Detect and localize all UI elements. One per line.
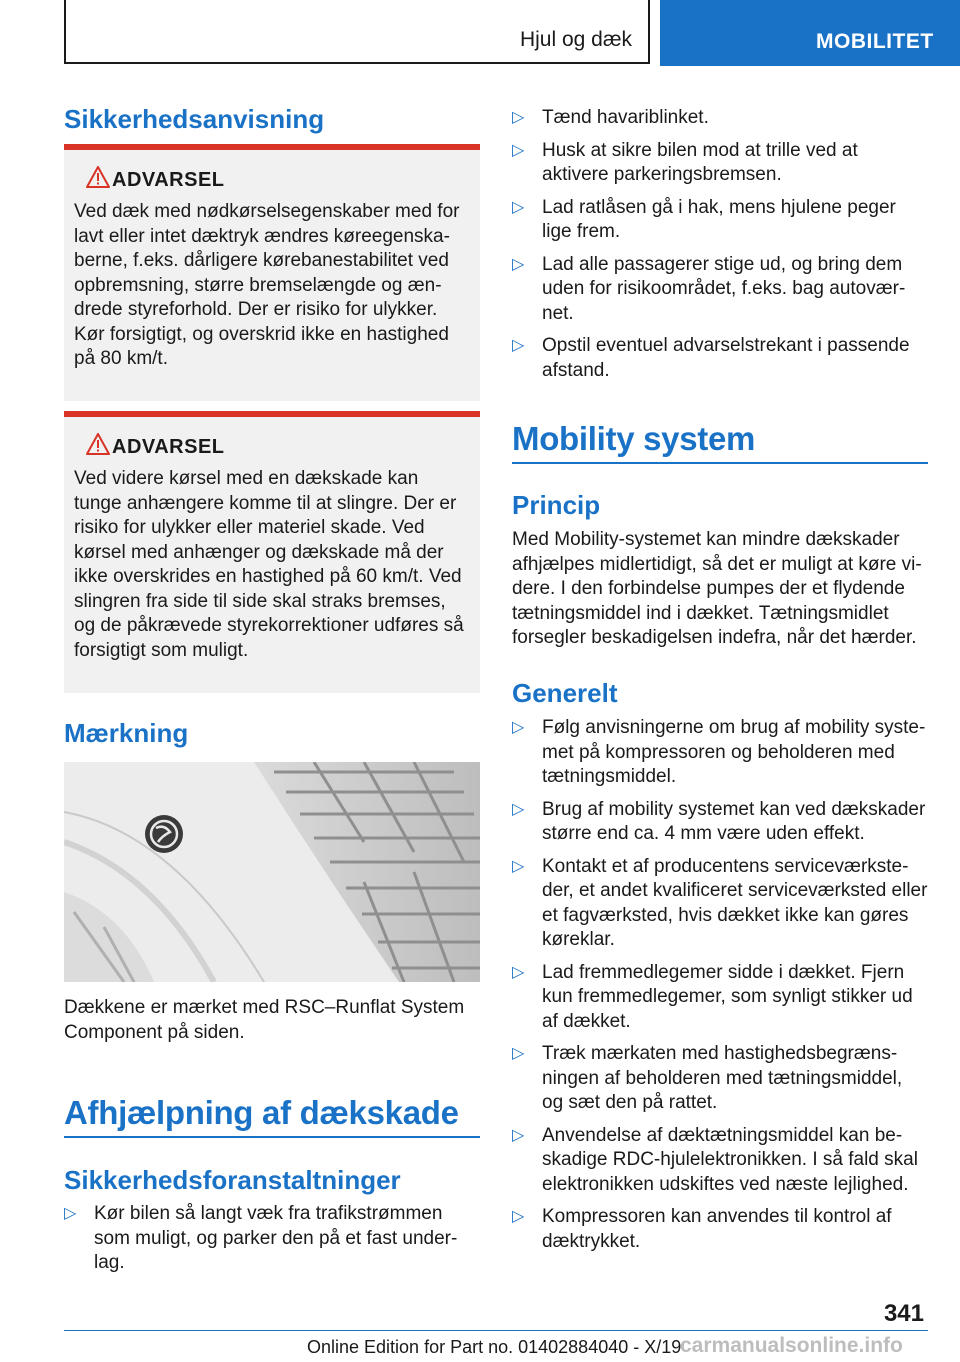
list-item: ▷ Følg anvisningerne om brug af mobility systemet på kompressoren og beholderen med tætningsmiddel. bbox=[512, 717, 926, 787]
section-title: Hjul og dæk bbox=[519, 28, 632, 51]
list-item: ▷ Anvendelse af dæktætningsmiddel kan beskadige RDC-hjulelektronikken. I så fald skal elektronikken udskiftes ved næste lejlighed. bbox=[512, 1124, 918, 1195]
warning-triangle-icon bbox=[86, 166, 110, 188]
list-item: ▷ Lad ratlåsen gå i hak, mens hjulene peger lige frem. bbox=[512, 196, 896, 242]
watermark: carmanualsonline.info bbox=[680, 1334, 903, 1357]
safety-heading: Sikkerhedsanvisning bbox=[64, 104, 325, 134]
list-item: ▷ Lad alle passagerer stige ud, og bring dem uden for risikoområdet, f.eks. bag autoværnet. bbox=[512, 253, 906, 324]
triangle-bullet-icon: ▷ bbox=[512, 800, 525, 818]
triangle-bullet-icon: ▷ bbox=[512, 1208, 525, 1225]
list-item: ▷ Kontakt et af producentens serviceværksteder, et andet kvalificeret serviceværksted eller et fagværksted, hvis dækket ikke kan gøres køreklar. bbox=[512, 855, 928, 950]
principle-heading: Princip bbox=[512, 490, 601, 520]
list-item: ▷ Opstil eventuel advarselstrekant i passende afstand. bbox=[512, 335, 910, 381]
repair-heading: Afhjælpning af dækskade bbox=[64, 1094, 459, 1131]
list-item: ▷ Lad fremmedlegemer sidde i dækket. Fjern kun fremmedlegemer, som synligt stikker ud af dækket. bbox=[512, 961, 913, 1032]
marking-text: Dækkene er mærket med RSC–Runflat System Component på siden. bbox=[64, 997, 465, 1043]
edition-text: Online Edition for Part no. 01402884040 - X/19 bbox=[307, 1337, 682, 1357]
warning-title: ADVARSEL bbox=[112, 169, 225, 191]
mobility-heading: Mobility system bbox=[512, 420, 756, 457]
list-item: ▷ Brug af mobility systemet kan ved dækskader større end ca. 4 mm være uden effekt. bbox=[512, 798, 926, 844]
tire-illustration bbox=[64, 762, 480, 982]
heading-rule bbox=[64, 1136, 480, 1138]
footer-rule bbox=[64, 1330, 928, 1331]
triangle-bullet-icon: ▷ bbox=[512, 963, 525, 981]
triangle-bullet-icon: ▷ bbox=[512, 1126, 525, 1144]
warning-title: ADVARSEL bbox=[112, 436, 225, 458]
precautions-heading: Sikkerhedsforanstaltninger bbox=[64, 1165, 401, 1195]
triangle-bullet-icon: ▷ bbox=[64, 1205, 77, 1222]
triangle-bullet-icon: ▷ bbox=[512, 141, 525, 159]
triangle-bullet-icon: ▷ bbox=[512, 337, 525, 354]
list-item: ▷ Tænd havariblinket. bbox=[512, 106, 928, 131]
general-heading: Generelt bbox=[512, 678, 618, 708]
triangle-bullet-icon: ▷ bbox=[512, 109, 525, 126]
list-item: ▷ Husk at sikre bilen mod at trille ved at aktivere parkeringsbremsen. bbox=[512, 139, 858, 185]
chapter-title: MOBILITET bbox=[816, 30, 934, 53]
warning-triangle-icon bbox=[86, 433, 110, 455]
general-list bbox=[512, 716, 928, 1254]
triangle-bullet-icon: ▷ bbox=[512, 857, 525, 875]
triangle-bullet-icon: ▷ bbox=[512, 198, 525, 216]
warning-text: Ved videre kørsel med en dækskade kan tunge anhængere komme til at slingre. Der er risiko for ulykker eller materiel skade. Ved kørsel med anhænger og dækskade må der ikke overskrides en hastighed på 60 km/t. Ved slingren fra side til side skal straks bremses, og de påkrævede styrekorrektioner udføres så forsigtigt som muligt. bbox=[74, 468, 464, 661]
principle-text: Med Mobility-systemet kan mindre dækskader afhjælpes midlertidigt, så det er muligt at køre videre. I den forbindelse pumpes der et flydende tætningsmiddel ind i dækket. Tætningsmidlet forsegler beskadigelsen indefra, når det hærder. bbox=[512, 529, 922, 648]
triangle-bullet-icon: ▷ bbox=[512, 1045, 525, 1062]
header-section-box bbox=[64, 0, 650, 64]
marking-heading: Mærkning bbox=[64, 718, 189, 748]
list-item: ▷ Kompressoren kan anvendes til kontrol af dæktrykket. bbox=[512, 1206, 892, 1252]
steps-list bbox=[512, 106, 928, 383]
chapter-tab bbox=[660, 0, 960, 66]
list-item: ▷ Træk mærkaten med hastighedsbegrænsningen af beholderen med tætningsmiddel, og sæt den på rattet. bbox=[512, 1043, 903, 1113]
warning-box-1 bbox=[64, 144, 480, 401]
heading-rule bbox=[512, 462, 928, 464]
list-item: ▷ Kør bilen så langt væk fra trafikstrømmen som muligt, og parker den på et fast underlag. bbox=[64, 1203, 458, 1273]
precautions-list bbox=[64, 1202, 480, 1276]
warning-text: Ved dæk med nødkørselsegenskaber med for lavt eller intet dæktryk ændres køreegenskaberne, f.eks. dårligere kørebanestabilitet ved opbremsning, større bremselængde og ændrede styreforhold. Der er risiko for ulykker. Kør forsigtigt, og overskrid ikke en hastighed på 80 km/t. bbox=[74, 201, 460, 369]
warning-box-2 bbox=[64, 411, 480, 693]
triangle-bullet-icon: ▷ bbox=[512, 255, 525, 273]
triangle-bullet-icon: ▷ bbox=[512, 719, 525, 736]
tire-sidewall-image bbox=[64, 762, 480, 982]
page-number: 341 bbox=[883, 1300, 924, 1327]
